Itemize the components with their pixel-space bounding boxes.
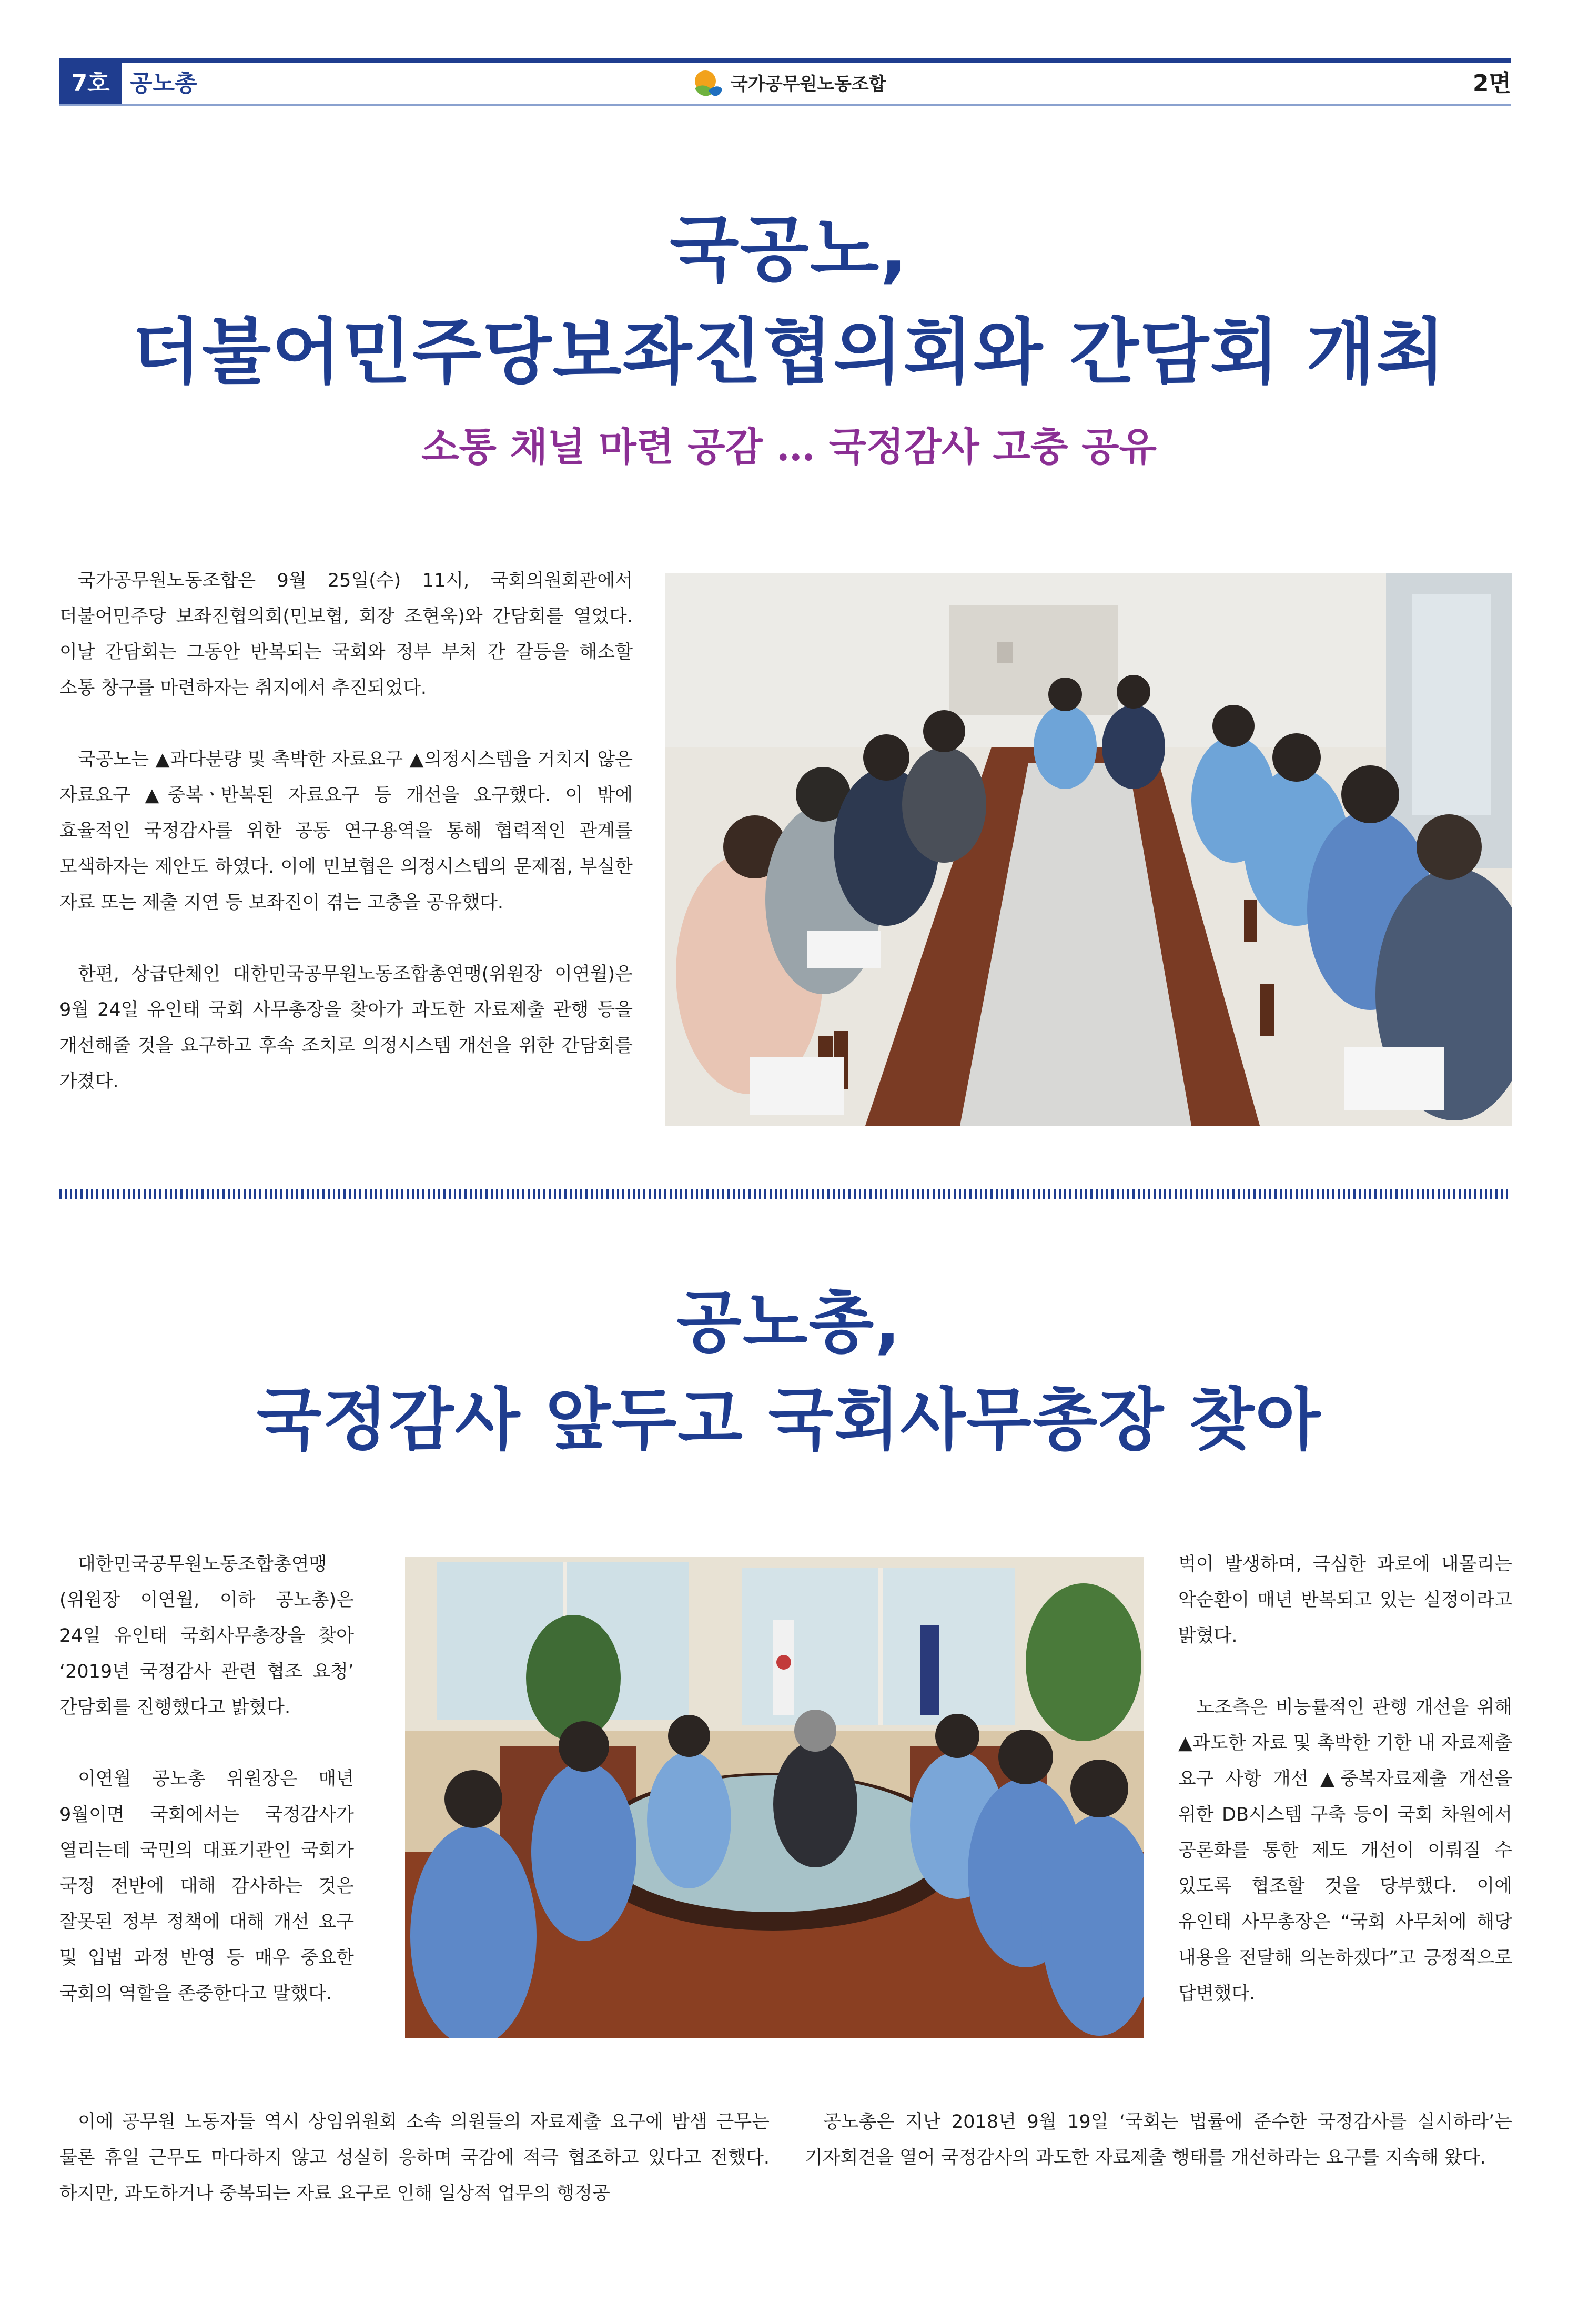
issue-organization: 공노총 <box>130 70 197 97</box>
article2-paragraph: 이연월 공노총 위원장은 매년 9월이면 국회에서는 국정감사가 열리는데 국민의 대표기관인 국회가 국정 전반에 대해 감사하는 것은 잘못된 정부 정책에 대해 개선 요구 및 입법 과정 반영 등 매우 중요한 국회의 역할을 존중한다고 말했다. <box>59 1769 354 2004</box>
union-name: 국가공무원노동조합 <box>731 74 886 95</box>
union-logo-icon <box>691 67 724 101</box>
article1-title-line2: 더불어민주당보좌진협의회와 간담회 개최 <box>132 311 1446 394</box>
article1-body <box>59 563 633 1099</box>
article2-paragraph: 노조측은 비능률적인 관행 개선을 위해 ▲과도한 자료 및 촉박한 기한 내 자료제출 요구 사항 개선 ▲중복자료제출 개선을 위한 DB시스템 구축 등이 국회 차원에서 공론화를 통한 제도 개선이 이뤄질 수 있도록 협조할 것을 당부했다. 이에 유인태 사무총장은 “국회 사무처에 해당 내용을 전달해 의논하겠다”고 긍정적으로 답변했다. <box>1178 1697 1512 2004</box>
article1-meeting-photo <box>665 573 1512 1126</box>
header-top-rule <box>59 58 1511 63</box>
section-divider <box>59 1189 1511 1199</box>
article2-title-line1: 공노총, <box>676 1284 902 1362</box>
article1-subtitle: 소통 채널 마련 공감 … 국정감사 고충 공유 <box>421 425 1157 470</box>
header-bottom-rule <box>59 104 1511 106</box>
article2-paragraph: 이에 공무원 노동자들 역시 상임위원회 소속 의원들의 자료제출 요구에 밤샘 근무는 물론 휴일 근무도 마다하지 않고 성실히 응하며 국감에 적극 협조하고 있다고 전했다. 하지만, 과도하거나 중복되는 자료 요구로 인해 일상적 업무의 행정공 <box>59 2111 770 2204</box>
article1-paragraph: 한편, 상급단체인 대한민국공무원노동조합총연맹(위원장 이연월)은 9월 24일 유인태 국회 사무총장을 찾아가 과도한 자료제출 관행 등을 개선해줄 것을 요구하고 후속 조치로 의정시스템 개선을 위한 간담회를 가졌다. <box>59 964 633 1092</box>
issue-number: 7호 <box>59 63 122 104</box>
article2-office-photo <box>405 1557 1144 2038</box>
article2-bottom-right <box>805 2104 1512 2176</box>
article2-bottom-left <box>59 2104 770 2211</box>
article1-title-line1: 국공노, <box>670 208 908 291</box>
page-number: 2면 <box>1472 70 1511 97</box>
article2-paragraph: 대한민국공무원노동조합총연맹(위원장 이연월, 이하 공노총)은 24일 유인태 국회사무총장을 찾아 ‘2019년 국정감사 관련 협조 요청’ 간담회를 진행했다고 밝혔다. <box>59 1554 354 1718</box>
page-header <box>59 58 1511 109</box>
union-logo-block <box>691 67 985 101</box>
article2-right-column <box>1178 1547 1512 2012</box>
article1-paragraph: 국가공무원노동조합은 9월 25일(수) 11시, 국회의원회관에서 더불어민주당 보좌진협의회(민보협, 회장 조현욱)와 간담회를 열었다. 이날 간담회는 그동안 반복되는 국회와 정부 부처 간 갈등을 해소할 소통 창구를 마련하자는 취지에서 추진되었다. <box>59 570 633 699</box>
article2-left-column <box>59 1547 354 2012</box>
article2-paragraph: 공노총은 지난 2018년 9월 19일 ‘국회는 법률에 준수한 국정감사를 실시하라’는 기자회견을 열어 국정감사의 과도한 자료제출 행태를 개선하라는 요구를 지속해 왔다. <box>805 2111 1512 2168</box>
article2-paragraph: 벅이 발생하며, 극심한 과로에 내몰리는 악순환이 매년 반복되고 있는 실정이라고 밝혔다. <box>1178 1554 1512 1646</box>
article2-title-line2: 국정감사 앞두고 국회사무총장 찾아 <box>256 1381 1322 1459</box>
article1-paragraph: 국공노는 ▲과다분량 및 촉박한 자료요구 ▲의정시스템을 거치지 않은 자료요구 ▲중복ㆍ반복된 자료요구 등 개선을 요구했다. 이 밖에 효율적인 국정감사를 위한 공동 연구용역을 통해 협력적인 관계를 모색하자는 제안도 하였다. 이에 민보협은 의정시스템의 문제점, 부실한 자료 또는 제출 지연 등 보좌진이 겪는 고충을 공유했다. <box>59 749 633 913</box>
